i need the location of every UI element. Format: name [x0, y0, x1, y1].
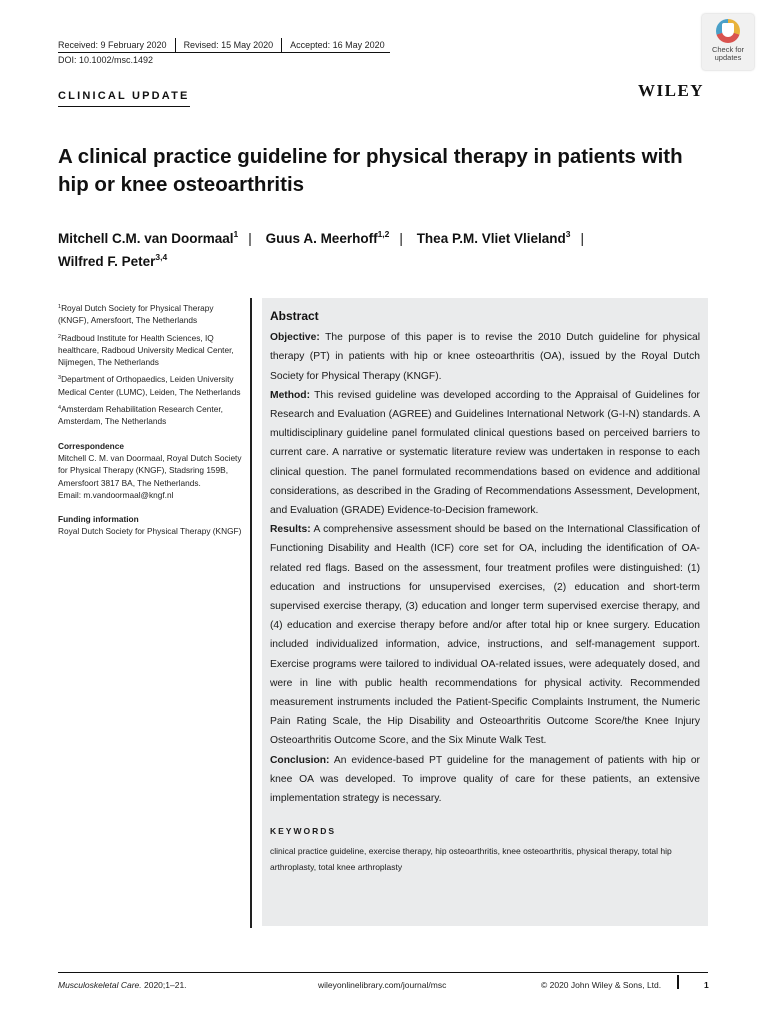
author-name[interactable]: Wilfred F. Peter [58, 254, 156, 269]
section-rule [58, 106, 190, 107]
abstract-heading: Abstract [270, 309, 319, 323]
affiliation: $^2$Radboud Institute for Health Sciences, IQ healthcare, Radboud University Medical Center, Nijmegen, The Netherlands [58, 332, 234, 368]
page-number: 1 [704, 980, 709, 990]
funding-heading: Funding information [58, 514, 139, 525]
author-name[interactable]: Mitchell C.M. van Doormaal [58, 231, 234, 246]
journal-url-link[interactable]: wileyonlinelibrary.com/journal/msc [318, 980, 447, 990]
accepted-date: Accepted: 16 May 2020 [290, 40, 385, 50]
journal-citation: Musculoskeletal Care. 2020;1–21. [58, 980, 187, 990]
publisher-logo: WILEY [638, 81, 705, 100]
crossmark-icon [716, 19, 740, 43]
check-for-updates-button[interactable] [702, 14, 754, 70]
footer-rule [58, 972, 708, 973]
date-divider [175, 38, 176, 52]
abstract-box [262, 298, 708, 926]
author-affiliation-ref: 1,2 [377, 229, 390, 239]
affiliation: $^3$Department of Orthopaedics, Leiden University Medical Center (LUMC), Leiden, The Netherlands [58, 374, 241, 397]
abstract-objective: Objective: The purpose of this paper is to revise the 2010 Dutch guideline for physical therapy (PT) in patients with hip or knee osteoarthritis (OA), issued by the Royal Dutch Society for Physical Therapy (KNGF). [270, 332, 700, 382]
keywords-heading: KEYWORDS [270, 826, 337, 837]
header-rule [58, 52, 390, 53]
date-divider [281, 38, 282, 52]
column-divider [250, 298, 252, 928]
keywords: clinical practice guideline, exercise therapy, hip osteoarthritis, knee osteoarthritis, physical therapy, total hip arthroplasty, total knee arthroplasty [270, 846, 672, 873]
abstract-conclusion: Conclusion: An evidence-based PT guideline for the management of patients with hip or knee OA was developed. To improve quality of care for these patients, an extensive implementation strategy is necessary. [270, 754, 700, 805]
check-for-updates-label: Check for updates [711, 45, 745, 62]
author-list: Mitchell C.M. van Doormaal$^1$ | Guus A. Meerhoff$^{1,2}$ | Thea P.M. Vliet Vlieland$^3$ | Wilfred F. Peter$^{3,4}$ [58, 229, 584, 269]
abstract-method: Method: This revised guideline was developed according to the Appraisal of Guidelines for Research and Evaluation (AGREE) and Guidelines International Network (G-I-N) standards. A multidisciplinary guideline panel formulated clinical questions based on perceived barriers to current care. A narrative or systematic literature review was undertaken in response to each clinical question. The panel formulated recommendations based on evidence and additional considerations, as described in the Grading of Recommendations Assessment, Development, and Evaluation (GRADE) Evidence-to-Decision framework. [270, 389, 700, 517]
author-name[interactable]: Thea P.M. Vliet Vlieland [416, 231, 566, 246]
affiliation: $^4$Amsterdam Rehabilitation Research Center, Amsterdam, The Netherlands [58, 404, 223, 427]
author-affiliation-ref: 3,4 [155, 252, 168, 262]
article-dates [58, 38, 385, 52]
revised-date: Revised: 15 May 2020 [183, 40, 274, 50]
footer-divider [677, 975, 679, 989]
copyright: © 2020 John Wiley & Sons, Ltd. [541, 980, 662, 990]
author-name[interactable]: Guus A. Meerhoff [265, 231, 378, 246]
article-title: A clinical practice guideline for physical therapy in patients with hip or knee osteoarthritis [58, 145, 683, 196]
doi[interactable]: DOI: 10.1002/msc.1492 [58, 55, 154, 65]
correspondence-heading: Correspondence [58, 440, 124, 451]
section-label: CLINICAL UPDATE [58, 90, 190, 102]
author-affiliation-ref: 1 [233, 229, 239, 239]
correspondence-text: Mitchell C. M. van Doormaal, Royal Dutch Society for Physical Therapy (KNGF), Stadsring 159B, Amersfoort 3817 BA, The Netherlands. [58, 452, 242, 488]
author-affiliation-ref: 3 [565, 229, 571, 239]
affiliation: $^1$Royal Dutch Society for Physical Therapy (KNGF), Amersfoort, The Netherlands [58, 303, 214, 326]
correspondence-email[interactable]: Email: m.vandoormaal@kngf.nl [58, 489, 174, 500]
article-info-column [58, 302, 243, 538]
abstract-results: Results: A comprehensive assessment should be based on the International Classification of Functioning Disability and Health (ICF) core set for OA, including the identification of OA-related red flags. Based on the assessment, four treatment profiles were distinguished: (1) education and instructions for unsupervised exercises, (2) education and short-term supervised exercise therapy, (3) education and longer term supervised exercise therapy, and (4) education and exercise therapy before and/or after total hip or knee surgery. Education included individualized information, advice, instructions, and self-management support. Exercise programs were tailored to individual OA-related issues, were adequately dosed, and were in line with public health recommendations for physical activity. Recommended measurement instruments included the Patient-Specific Complaints Instrument, the Numeric Pain Rating Scale, the Hip Disability and Osteoarthritis Outcome Score/the Knee Injury Osteoarthritis Outcome Score, and the Six Minute Walk Test. [270, 524, 700, 747]
funding-text: Royal Dutch Society for Physical Therapy (KNGF) [58, 526, 242, 537]
received-date: Received: 9 February 2020 [58, 40, 167, 50]
